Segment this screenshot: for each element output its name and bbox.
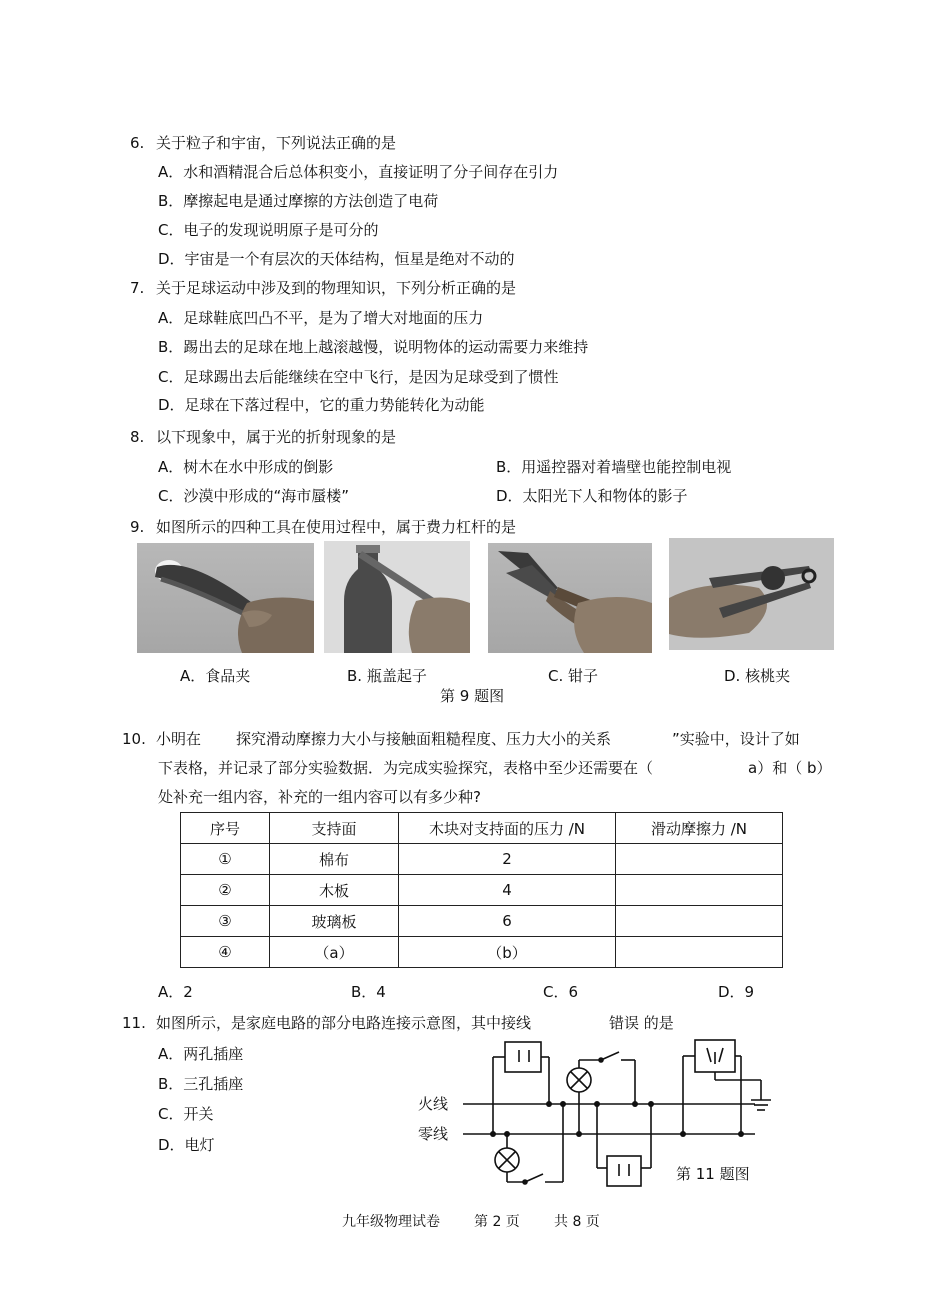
- caption-b: B. 瓶盖起子: [347, 667, 427, 685]
- figure-label: 第 9 题图: [440, 687, 505, 705]
- option-b: B．三孔插座: [158, 1075, 244, 1093]
- table-cell: （b）: [399, 937, 616, 968]
- table-cell: 木板: [270, 875, 399, 906]
- question-stem: 以下现象中，属于光的折射现象的是: [156, 428, 397, 446]
- food-tongs-icon: [137, 543, 314, 653]
- table-cell: ①: [181, 844, 270, 875]
- question-number: 6.: [130, 134, 145, 152]
- two-hole-socket-icon: [607, 1156, 641, 1186]
- neutral-wire-label: 零线: [418, 1125, 449, 1143]
- column-header: 木块对支持面的压力 /N: [399, 813, 616, 844]
- question-stem: 如图所示，是家庭电路的部分电路连接示意图，其中接线: [156, 1014, 532, 1032]
- stem-part: ”实验中，设计了如: [672, 730, 800, 748]
- question-stem: 如图所示的四种工具在使用过程中，属于费力杠杆的是: [156, 518, 517, 536]
- table-cell: [616, 875, 783, 906]
- photo-nutcracker: [669, 538, 834, 650]
- option-b: B．踢出去的足球在地上越滚越慢，说明物体的运动需要力来维持: [158, 338, 589, 356]
- option-b: B．摩擦起电是通过摩擦的方法创造了电荷: [158, 192, 439, 210]
- stem-part: 探究滑动摩擦力大小与接触面粗糙程度、压力大小的关系: [236, 730, 612, 748]
- photo-food-tongs: [137, 543, 314, 653]
- table-cell: 4: [399, 875, 616, 906]
- table-cell: 2: [399, 844, 616, 875]
- circuit-diagram: [455, 1030, 785, 1200]
- option-a: A．树木在水中形成的倒影: [158, 458, 334, 476]
- footer-subject: 九年级物理试卷: [342, 1214, 440, 1230]
- option-d: D．足球在下落过程中，它的重力势能转化为动能: [158, 396, 485, 414]
- two-hole-socket-icon: [505, 1042, 541, 1072]
- stem-part: 处补充一组内容，补充的一组内容可以有多少种?: [158, 788, 481, 806]
- table-cell: [616, 844, 783, 875]
- question-number: 8.: [130, 428, 145, 446]
- option-c: C．电子的发现说明原子是可分的: [158, 221, 379, 239]
- table-cell: [616, 906, 783, 937]
- data-table: [180, 812, 783, 968]
- question-number: 7.: [130, 279, 145, 297]
- table-row: [181, 906, 783, 937]
- option-b: B．4: [351, 983, 386, 1001]
- column-header: 支持面: [270, 813, 399, 844]
- option-a: A．两孔插座: [158, 1045, 244, 1063]
- question-stem: 关于粒子和宇宙，下列说法正确的是: [156, 134, 397, 152]
- table-cell: ②: [181, 875, 270, 906]
- option-c: C．沙漠中形成的“海市蜃楼”: [158, 487, 350, 505]
- option-c: C．6: [543, 983, 579, 1001]
- question-stem: 关于足球运动中涉及到的物理知识，下列分析正确的是: [156, 279, 517, 297]
- table-cell: ④: [181, 937, 270, 968]
- question-number: 9.: [130, 518, 145, 536]
- column-header: 序号: [181, 813, 270, 844]
- photo-bottle-opener: [324, 541, 470, 653]
- table-header-row: [181, 813, 783, 844]
- footer-page: 第 2 页: [474, 1214, 520, 1230]
- bottle-opener-icon: [324, 541, 470, 653]
- photo-pliers: [488, 543, 652, 653]
- caption-a: A．食品夹: [180, 667, 251, 685]
- table-cell: 6: [399, 906, 616, 937]
- option-d: D．电灯: [158, 1136, 215, 1154]
- table-cell: 玻璃板: [270, 906, 399, 937]
- footer-total: 共 8 页: [554, 1214, 600, 1230]
- table-cell: [616, 937, 783, 968]
- caption-d: D. 核桃夹: [724, 667, 791, 685]
- figure-label: 第 11 题图: [676, 1165, 750, 1183]
- pliers-icon: [488, 543, 652, 653]
- stem-part: a）和（ b）: [748, 759, 832, 777]
- option-d: D．9: [718, 983, 755, 1001]
- option-c: C．开关: [158, 1105, 214, 1123]
- table-row: [181, 844, 783, 875]
- option-d: D．太阳光下人和物体的影子: [496, 487, 688, 505]
- table-cell: （a）: [270, 937, 399, 968]
- stem-part: 下表格，并记录了部分实验数据．为完成实验探究，表格中至少还需要在（: [158, 759, 654, 777]
- table-row: [181, 937, 783, 968]
- option-a: A．水和酒精混合后总体积变小，直接证明了分子间存在引力: [158, 163, 559, 181]
- option-c: C．足球踢出去后能继续在空中飞行，是因为足球受到了惯性: [158, 368, 559, 386]
- caption-c: C. 钳子: [548, 667, 599, 685]
- switch-icon: [525, 1174, 543, 1182]
- table-row: [181, 875, 783, 906]
- column-header: 滑动摩擦力 /N: [616, 813, 783, 844]
- option-d: D．宇宙是一个有层次的天体结构，恒星是绝对不动的: [158, 250, 515, 268]
- live-wire-label: 火线: [418, 1095, 449, 1113]
- question-number: 11.: [122, 1014, 146, 1032]
- option-b: B．用遥控器对着墙壁也能控制电视: [496, 458, 732, 476]
- stem-part: 小明在: [156, 730, 202, 748]
- table-cell: 棉布: [270, 844, 399, 875]
- nutcracker-icon: [669, 538, 834, 650]
- question-stem-emphasis: 错误 的是: [609, 1014, 674, 1032]
- switch-icon: [601, 1052, 619, 1060]
- question-number: 10.: [122, 730, 146, 748]
- option-a: A．2: [158, 983, 193, 1001]
- table-cell: ③: [181, 906, 270, 937]
- option-a: A．足球鞋底凹凸不平，是为了增大对地面的压力: [158, 309, 484, 327]
